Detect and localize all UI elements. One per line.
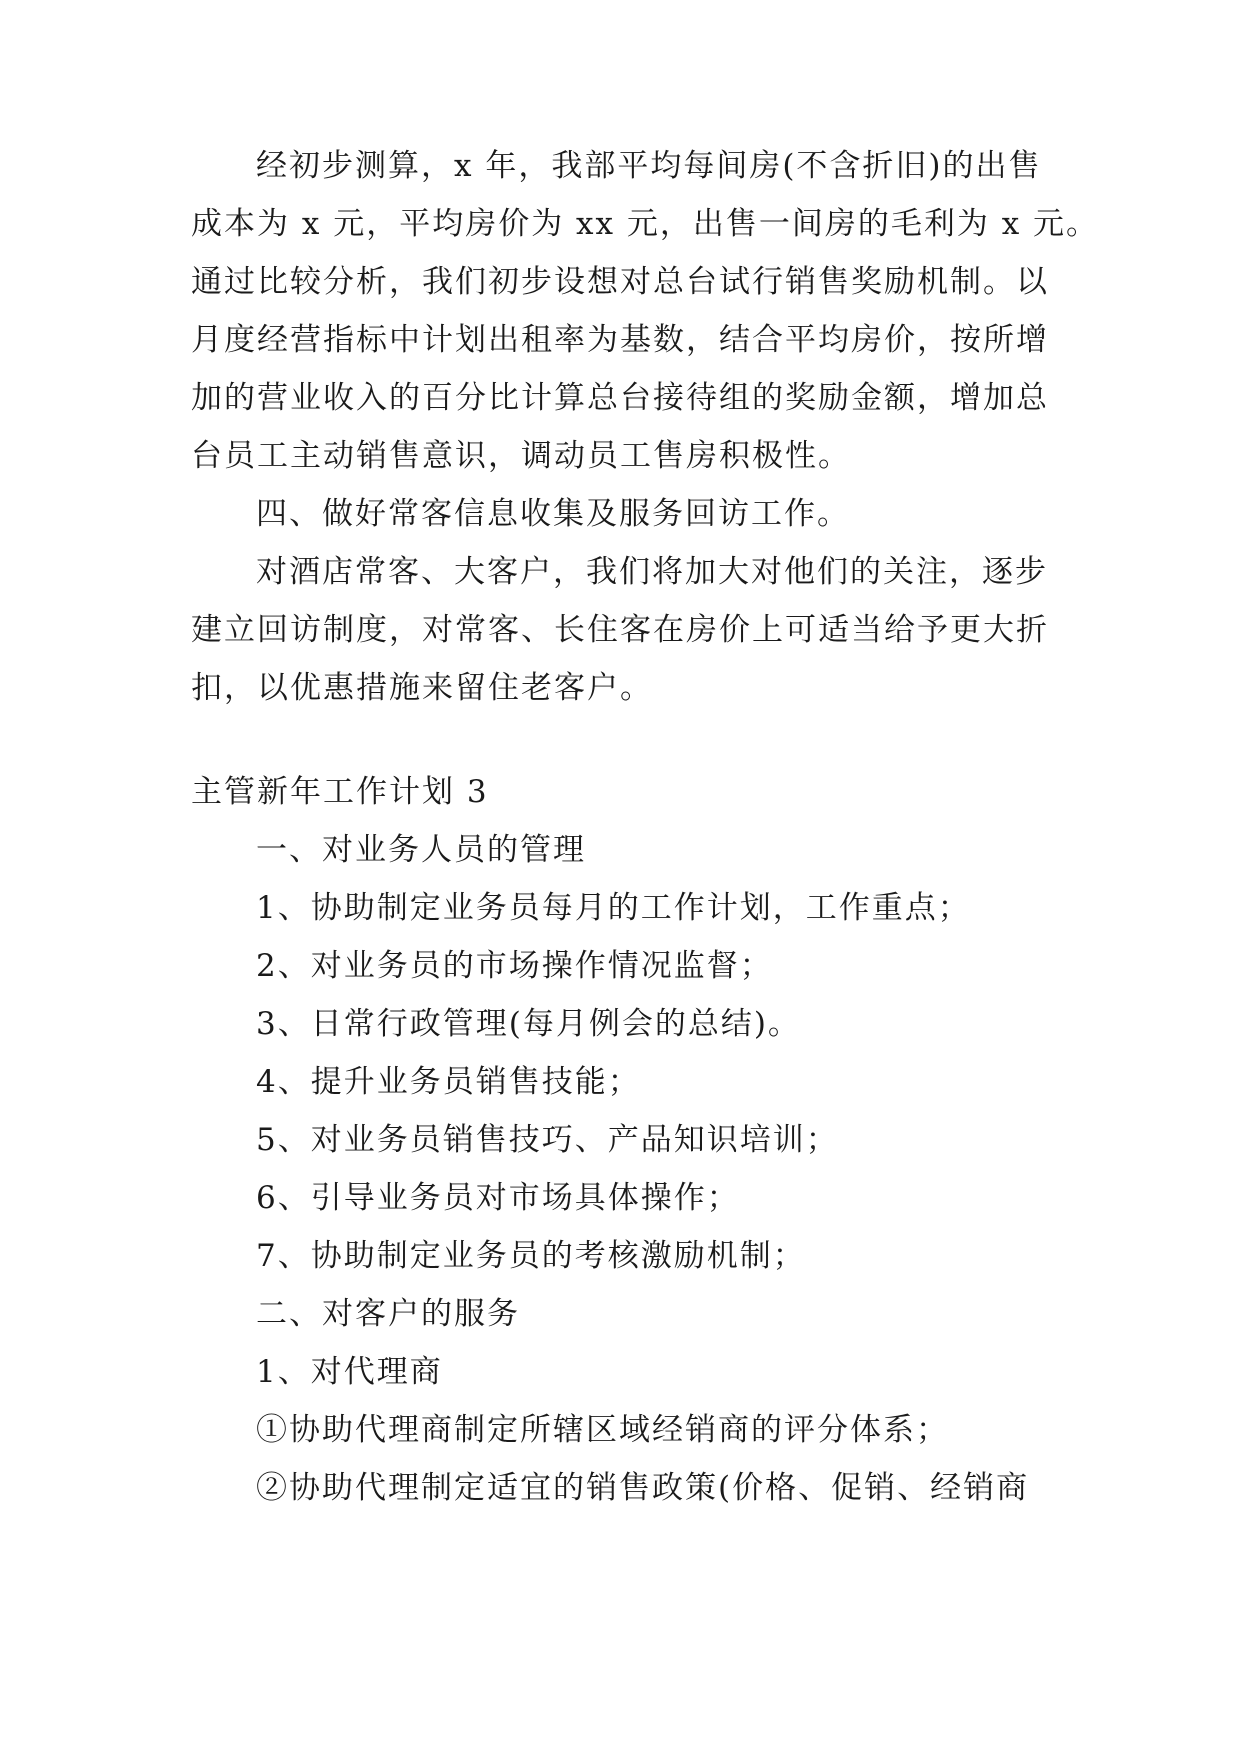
list-item: 1、协助制定业务员每月的工作计划，工作重点； — [256, 890, 971, 926]
paragraph-line: 扣，以优惠措施来留住老客户。 — [191, 670, 653, 706]
list-item: 6、引导业务员对市场具体操作； — [256, 1180, 740, 1216]
paragraph-line: 台员工主动销售意识，调动员工售房积极性。 — [191, 438, 851, 474]
list-item: 3、日常行政管理(每月例会的总结)。 — [256, 1006, 801, 1042]
section-heading: 四、做好常客信息收集及服务回访工作。 — [256, 496, 850, 532]
list-item: ①协助代理商制定所辖区域经销商的评分体系； — [256, 1412, 949, 1448]
list-item: 4、提升业务员销售技能； — [256, 1064, 641, 1100]
list-item: ②协助代理制定适宜的销售政策(价格、促销、经销商 — [256, 1470, 1030, 1506]
list-item: 5、对业务员销售技巧、产品知识培训； — [256, 1122, 839, 1158]
section-heading: 一、对业务人员的管理 — [256, 832, 586, 868]
list-item: 7、协助制定业务员的考核激励机制； — [256, 1238, 806, 1274]
paragraph-line: 对酒店常客、大客户，我们将加大对他们的关注，逐步 — [256, 554, 1048, 590]
paragraph-line: 建立回访制度，对常客、长住客在房价上可适当给予更大折 — [191, 612, 1049, 648]
paragraph-line: 通过比较分析，我们初步设想对总台试行销售奖励机制。以 — [191, 264, 1049, 300]
paragraph-line: 加的营业收入的百分比计算总台接待组的奖励金额，增加总 — [191, 380, 1049, 416]
paragraph-line: 经初步测算，x 年，我部平均每间房(不含折旧)的出售 — [256, 148, 1042, 184]
paragraph-line: 月度经营指标中计划出租率为基数，结合平均房价，按所增 — [191, 322, 1049, 358]
list-item: 2、对业务员的市场操作情况监督； — [256, 948, 773, 984]
paragraph-line: 成本为 x 元，平均房价为 xx 元，出售一间房的毛利为 x 元。 — [191, 206, 1100, 242]
document-title: 主管新年工作计划 3 — [191, 774, 489, 810]
section-heading: 二、对客户的服务 — [256, 1296, 520, 1332]
subsection-heading: 1、对代理商 — [256, 1354, 443, 1390]
